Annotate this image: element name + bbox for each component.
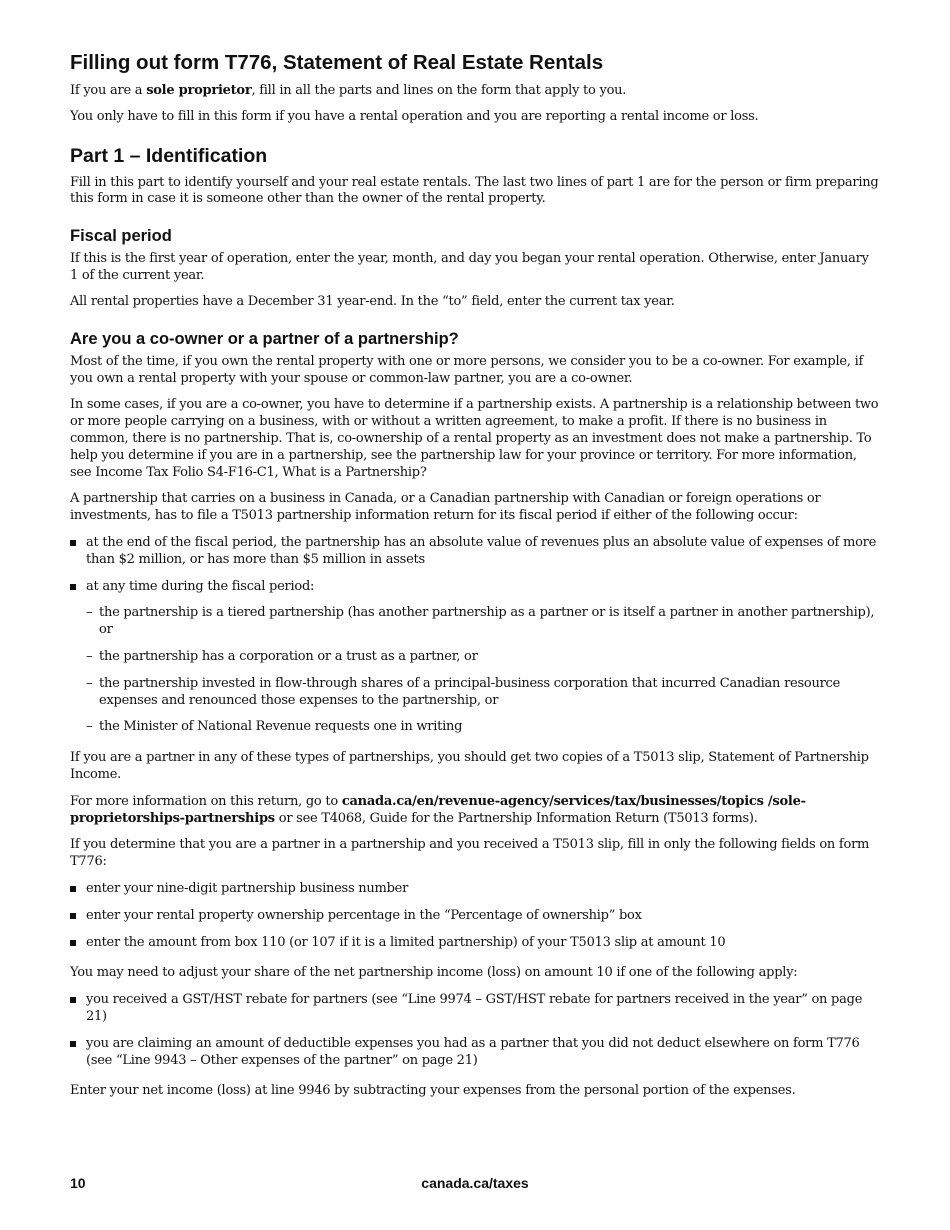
coowner-paragraph-4: If you are a partner in any of these types of partnerships, you should get two copies of a T5013 slip, Statement of Partnership Income. xyxy=(70,750,869,782)
bullet-square-icon xyxy=(70,997,76,1003)
bullet-square-icon xyxy=(70,540,76,546)
t5013-conditions-list xyxy=(70,535,880,595)
list-item: – the partnership has a corporation or a trust as a partner, or xyxy=(86,648,478,664)
page-content xyxy=(70,50,880,1110)
bullet-square-icon xyxy=(70,584,76,590)
coowner-paragraph-5: For more information on this return, go to canada.ca/en/revenue-agency/services/tax/businesses/topics /sole-proprietorships-partnerships or see T4068, Guide for the Partnership Information Return (T5013 forms). xyxy=(70,793,806,826)
bullet-square-icon xyxy=(70,886,76,892)
fiscal-period-heading: Fiscal period xyxy=(70,227,172,246)
page-title: Filling out form T776, Statement of Real Estate Rentals xyxy=(70,51,604,74)
coowner-paragraph-1: Most of the time, if you own the rental property with one or more persons, we consider you to be a co-owner. For example, if you own a rental property with your spouse or common-law partner, you are a co-owner. xyxy=(70,353,864,386)
fiscal-paragraph-2: All rental properties have a December 31 year-end. In the “to” field, enter the current tax year. xyxy=(70,294,675,310)
bullet-square-icon xyxy=(70,1041,76,1047)
list-item: you are claiming an amount of deductible expenses you had as a partner that you did not deduct elsewhere on form T776 (see “Line 9943 – Other expenses of the partner” on page 21) xyxy=(70,1036,880,1070)
fiscal-period-conditions-list xyxy=(70,605,880,736)
list-item: enter your rental property ownership percentage in the “Percentage of ownership” box xyxy=(70,908,880,925)
list-item: at any time during the fiscal period: xyxy=(70,579,880,596)
list-item: – the partnership invested in flow-through shares of a principal-business corporation that incurred Canadian resource expenses and renounced those expenses to the partnership, or xyxy=(86,675,841,708)
list-item: at the end of the fiscal period, the partnership has an absolute value of revenues plus an absolute value of expenses of more than $2 million, or has more than $5 million in assets xyxy=(70,535,880,569)
intro-paragraph-2: You only have to fill in this form if you have a rental operation and you are reporting a rental income or loss. xyxy=(70,109,759,125)
fiscal-paragraph-1: If this is the first year of operation, enter the year, month, and day you began your rental operation. Otherwise, enter January 1 of the current year. xyxy=(70,250,869,283)
list-item: enter your nine-digit partnership business number xyxy=(70,881,880,898)
list-item: you received a GST/HST rebate for partners (see “Line 9974 – GST/HST rebate for partners received in the year” on page 21) xyxy=(70,992,880,1026)
list-item: enter the amount from box 110 (or 107 if it is a limited partnership) of your T5013 slip at amount 10 xyxy=(70,935,880,952)
bullet-square-icon xyxy=(70,913,76,919)
part1-heading: Part 1 – Identification xyxy=(70,145,268,168)
intro-paragraph-1: If you are a sole proprietor, fill in all the parts and lines on the form that apply to you. xyxy=(70,82,627,98)
adjustments-list xyxy=(70,992,880,1069)
list-item: – the partnership is a tiered partnership (has another partnership as a partner or is itself a partner in another partnership), or xyxy=(86,605,875,638)
coowner-paragraph-7: You may need to adjust your share of the net partnership income (loss) on amount 10 if one of the following apply: xyxy=(70,965,798,981)
canada-ca-link[interactable]: canada.ca/en/revenue-agency/services/tax/businesses/topics /sole-proprietorships-partnerships xyxy=(70,793,806,826)
coowner-heading: Are you a co-owner or a partner of a partnership? xyxy=(70,330,459,349)
bullet-square-icon xyxy=(70,940,76,946)
part1-paragraph: Fill in this part to identify yourself and your real estate rentals. The last two lines of part 1 are for the person or firm preparing this form in case it is someone other than the owner of the rental property. xyxy=(70,174,879,207)
coowner-paragraph-6: If you determine that you are a partner in a partnership and you received a T5013 slip, fill in only the following fields on form T776: xyxy=(70,837,870,870)
coowner-paragraph-3: A partnership that carries on a business in Canada, or a Canadian partnership with Canadian or foreign operations or investments, has to file a T5013 partnership information return for its fiscal period if either of the following occur: xyxy=(70,491,821,524)
coowner-paragraph-8: Enter your net income (loss) at line 9946 by subtracting your expenses from the personal portion of the expenses. xyxy=(70,1083,796,1099)
page-number: 10 xyxy=(70,1175,86,1191)
list-item: – the Minister of National Revenue requests one in writing xyxy=(86,719,463,735)
footer-site-link[interactable]: canada.ca/taxes xyxy=(421,1175,529,1191)
t776-fields-list xyxy=(70,881,880,951)
coowner-paragraph-2: In some cases, if you are a co-owner, you have to determine if a partnership exists. A partnership is a relationship between two or more people carrying on a business, with or without a written agreement, to make a profit. If there is no business in common, there is no partnership. That is, co-ownership of a rental property as an investment does not make a partnership. To help you determine if you are in a partnership, see the partnership law for your province or territory. For more information, see Income Tax Folio S4-F16-C1, What is a Partnership? xyxy=(70,397,879,480)
